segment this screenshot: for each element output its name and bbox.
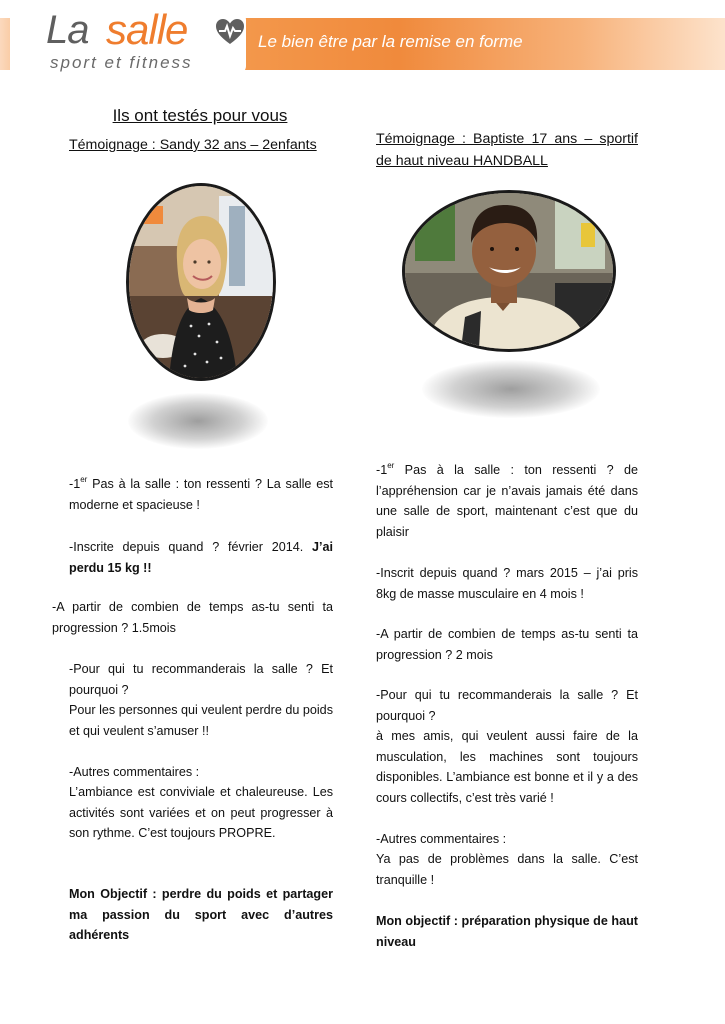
right-objective-text: préparation physique de haut niveau [376,914,638,949]
right-heading-text: Témoignage : Baptiste 17 ans – sportif de haut niveau HANDBALL [376,131,638,169]
sandy-photo-shadow [128,393,268,449]
left-testimonial-heading [69,134,333,156]
left-question-recommend: -Pour qui tu recommanderais la salle ? Et pourquoi ? [69,662,333,697]
right-first-visit-text: Pas à la salle : ton ressenti ? de l’appréhension car je n’avais jamais été dans une salle de sport, maintenant c’est que du plaisir [376,463,638,539]
left-first-visit-sup: er [80,475,88,484]
sandy-portrait-image [129,186,273,378]
baptiste-photo-shadow [422,360,600,418]
right-answer-first-visit [376,460,638,542]
header-tagline: Le bien être par la remise en forme [258,32,523,51]
left-answer-recommend: Pour les personnes qui veulent perdre du poids et qui veulent s’amuser !! [69,703,333,738]
left-question-comments: -Autres commentaires : [69,765,200,779]
right-objective [376,911,638,952]
right-answer-recommend: à mes amis, qui veulent aussi faire de la musculation, les machines sont toujours disponibles. L’ambiance est bonne et il y a des cours collectifs, c’est très varié ! [376,729,638,805]
baptiste-portrait-image [405,193,613,349]
left-answer-first-visit [69,474,333,515]
right-answer-progress: -A partir de combien de temps as-tu senti ta progression ? 2 mois [376,627,638,662]
sandy-photo [126,183,276,381]
logo-text-la: La [46,8,89,52]
left-answer-signup [69,537,333,578]
right-answer-signup: -Inscrit depuis quand ? mars 2015 – j’ai pris 8kg de masse musculaire en 4 mois ! [376,566,638,601]
left-first-visit-text: Pas à la salle : ton ressenti ? La salle est moderne et spacieuse ! [69,477,333,512]
right-testimonial-heading [376,128,638,172]
right-answer-comments: Ya pas de problèmes dans la salle. C’est tranquille ! [376,852,638,887]
left-heading-text: Témoignage : Sandy 32 ans – 2enfants [69,137,317,153]
logo-subtitle: sport et fitness [50,53,193,72]
right-question-comments: -Autres commentaires : [376,832,507,846]
left-answer-progress: -A partir de combien de temps as-tu senti ta progression ? 1.5mois [52,600,333,635]
right-first-visit-sup: er [387,461,395,470]
left-signup-text: -Inscrite depuis quand ? février 2014. [69,540,312,554]
right-question-recommend: -Pour qui tu recommanderais la salle ? Et pourquoi ? [376,688,638,723]
right-first-visit-prefix: -1 [376,463,388,477]
logo-text-salle: salle [106,6,188,53]
heart-pulse-icon [215,18,245,46]
left-answer-comments: L’ambiance est conviviale et chaleureuse. Les activités sont variées et on peut progresser à son rythme. C’est toujours PROPRE. [69,785,333,840]
left-first-visit-prefix: -1 [69,477,81,491]
left-signup-result: J’ai perdu 15 kg !! [69,540,333,575]
right-objective-label: Mon objectif : [376,914,462,928]
page-title: Ils ont testés pour vous [112,106,288,125]
left-objective: Mon Objectif : perdre du poids et partager ma passion du sport avec d’autres adhérents [69,887,333,942]
baptiste-photo [402,190,616,352]
